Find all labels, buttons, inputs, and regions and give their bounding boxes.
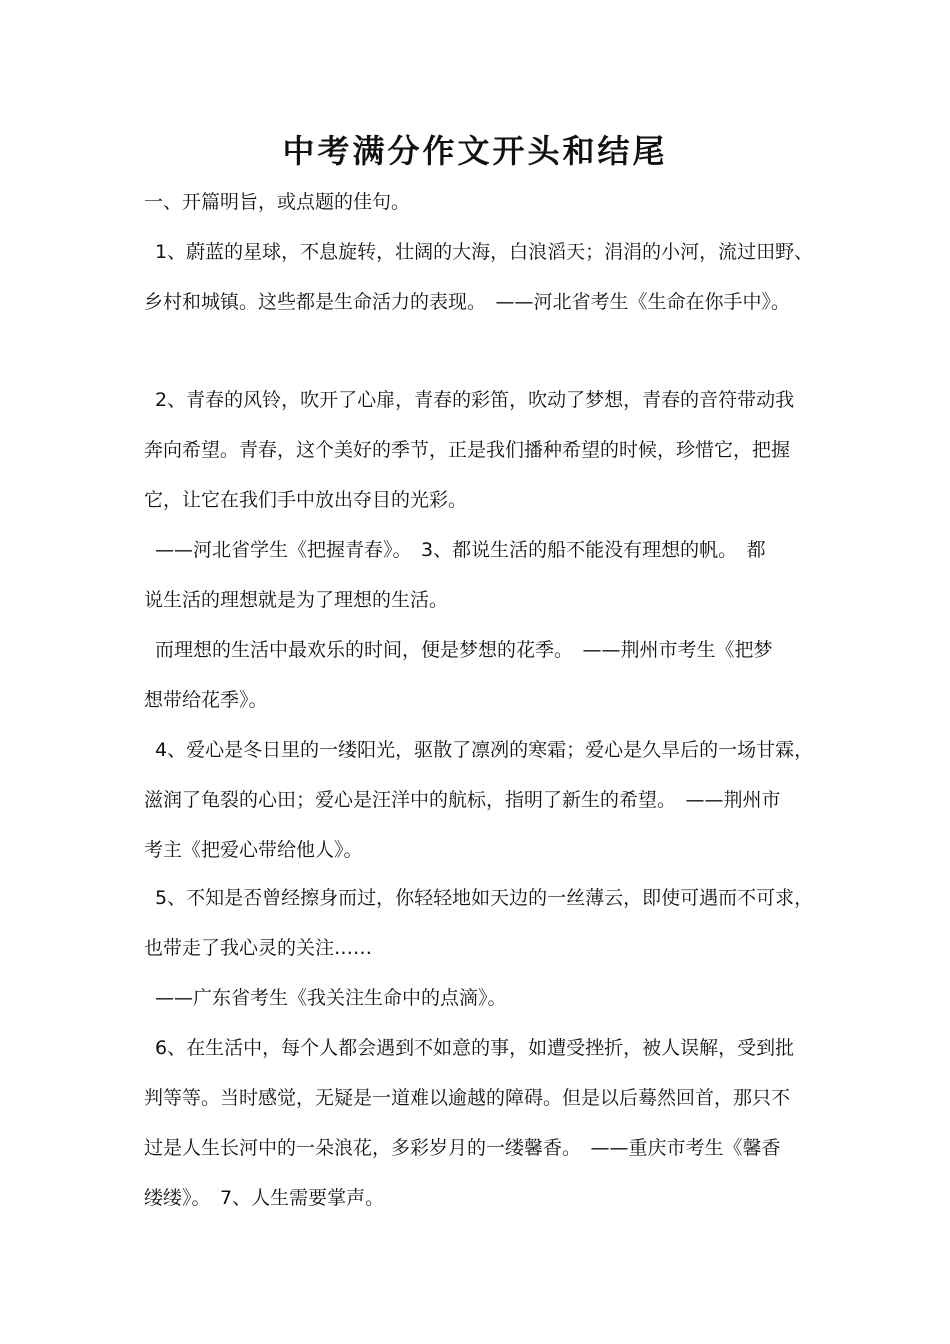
text-line: 想带给花季》。: [144, 689, 268, 711]
text-line: 判等等。当时感觉，无疑是一道难以逾越的障碍。但是以后蓦然回首，那只不: [144, 1087, 791, 1109]
text-line: 说生活的理想就是为了理想的生活。: [144, 589, 449, 611]
text-line: 滋润了龟裂的心田；爱心是汪洋中的航标，指明了新生的希望。 ——荆州市: [144, 789, 781, 811]
text-line: 4、爱心是冬日里的一缕阳光，驱散了凛冽的寒霜；爱心是久旱后的一场甘霖，: [155, 739, 814, 761]
text-line: 2、青春的风铃，吹开了心扉，青春的彩笛，吹动了梦想，青春的音符带动我: [155, 389, 795, 411]
text-line: 乡村和城镇。这些都是生命活力的表现。 ——河北省考生《生命在你手中》。: [144, 291, 791, 313]
document-title: 中考满分作文开头和结尾: [282, 132, 668, 170]
text-line: 过是人生长河中的一朵浪花，多彩岁月的一缕馨香。 ——重庆市考生《馨香: [144, 1137, 781, 1159]
text-line: 6、在生活中，每个人都会遇到不如意的事，如遭受挫折，被人误解，受到批: [155, 1037, 795, 1059]
text-line: 也带走了我心灵的关注……: [144, 937, 373, 959]
text-line: 5、不知是否曾经擦身而过，你轻轻地如天边的一丝薄云，即使可遇而不可求，: [155, 887, 814, 909]
section-heading: 一、开篇明旨，或点题的佳句。: [144, 191, 411, 213]
text-line: 1、蔚蓝的星球，不息旋转，壮阔的大海，白浪滔天；涓涓的小河，流过田野、: [155, 241, 814, 263]
text-line: 缕缕》。 7、人生需要掌声。: [144, 1187, 385, 1209]
text-line: 奔向希望。青春，这个美好的季节，正是我们播种希望的时候，珍惜它，把握: [144, 439, 791, 461]
text-line: 考主《把爱心带给他人》。: [144, 839, 363, 861]
text-line: 它，让它在我们手中放出夺目的光彩。: [144, 489, 468, 511]
text-line: ——河北省学生《把握青春》。 3、都说生活的船不能没有理想的帆。 都: [155, 539, 766, 561]
text-line: 而理想的生活中最欢乐的时间，便是梦想的花季。 ——荆州市考生《把梦: [155, 639, 773, 661]
text-line: ——广东省考生《我关注生命中的点滴》。: [155, 987, 507, 1009]
